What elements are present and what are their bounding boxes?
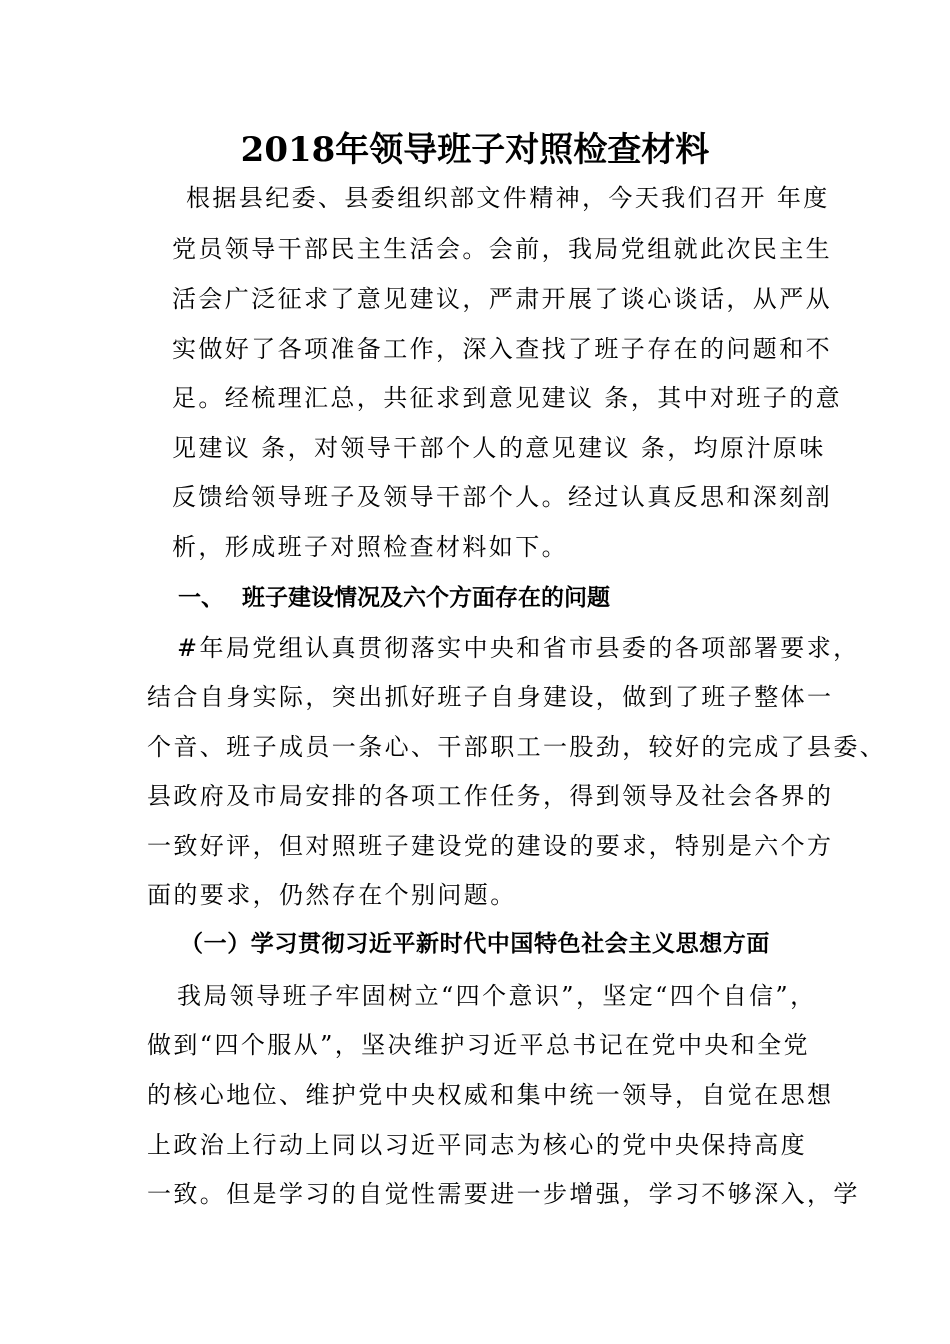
body-line: 县政府及市局安排的各项工作任务，得到领导及社会各界的 [147,782,834,810]
document-title: 2018年领导班子对照检查材料 [240,130,710,170]
body-line: 个音、班子成员一条心、干部职工一股劲，较好的完成了县委、 [147,733,887,761]
body-line: 一致好评，但对照班子建设党的建设的要求，特别是六个方 [147,832,834,860]
intro-line: 反馈给领导班子及领导干部个人。经过认真反思和深刻剖 [172,483,832,511]
body-line: 一致。但是学习的自觉性需要进一步增强，学习不够深入，学 [147,1180,860,1208]
section-title: 班子建设情况及六个方面存在的问题 [242,585,610,611]
body-line: #年局党组认真贯彻落实中央和省市县委的各项部署要求， [177,634,860,662]
intro-line: 足。经梳理汇总，共征求到意见建议 条，其中对班子的意 [172,384,843,412]
subsection-heading: （一）学习贯彻习近平新时代中国特色社会主义思想方面 [180,931,770,957]
intro-line: 活会广泛征求了意见建议，严肃开展了谈心谈话，从严从 [172,285,832,313]
body-line: 上政治上行动上同以习近平同志为核心的党中央保持高度 [147,1131,807,1159]
body-line: 结合自身实际，突出抓好班子自身建设，做到了班子整体一 [147,683,834,711]
intro-line: 党员领导干部民主生活会。会前，我局党组就此次民主生 [172,235,832,263]
body-line: 我局领导班子牢固树立“四个意识”，坚定“四个自信”， [177,982,817,1010]
section-number: 一、 [178,585,224,611]
intro-line: 见建议 条，对领导干部个人的意见建议 条，均原汁原味 [172,434,826,462]
body-line: 的核心地位、维护党中央权威和集中统一领导，自觉在思想 [147,1081,834,1109]
intro-line: 实做好了各项准备工作，深入查找了班子存在的问题和不 [172,335,832,363]
intro-line: 析，形成班子对照检查材料如下。 [172,533,568,561]
body-line: 做到“四个服从”，坚决维护习近平总书记在党中央和全党 [147,1031,810,1059]
body-line: 面的要求，仍然存在个别问题。 [147,881,517,909]
intro-line: 根据县纪委、县委组织部文件精神，今天我们召开 年度 [186,184,830,212]
section-heading [178,582,610,614]
